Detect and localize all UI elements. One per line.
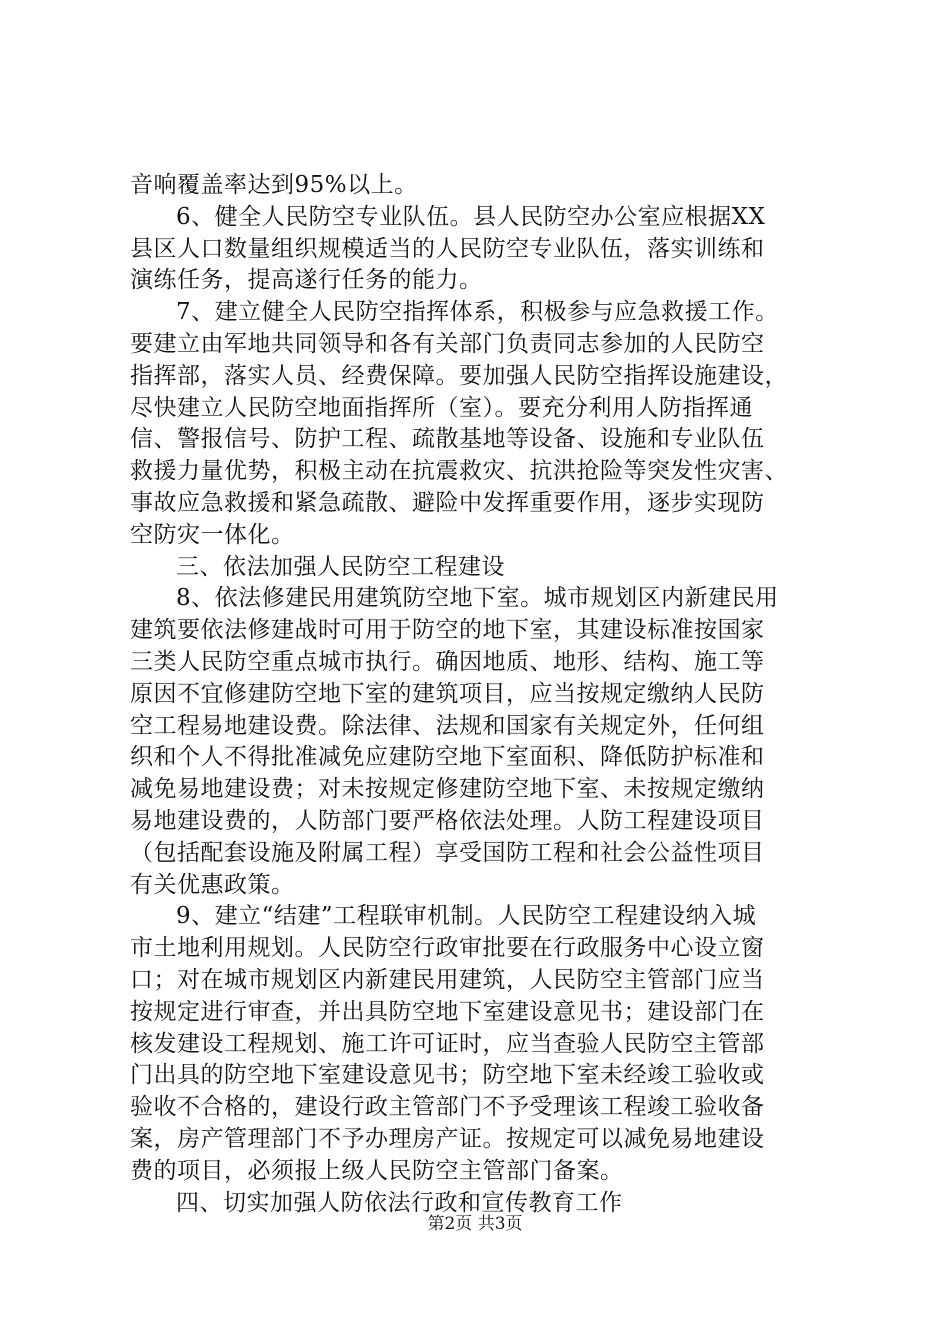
text-line: 6、健全人民防空专业队伍。县人民防空办公室应根据XX <box>176 203 766 230</box>
text-line: 7、建立健全人民防空指挥体系，积极参与应急救援工作。 <box>176 299 779 326</box>
text-line: 验收不合格的，建设行政主管部门不予受理该工程竣工验收备 <box>130 1094 765 1121</box>
text-line: 口；对在城市规划区内新建民用建筑，人民防空主管部门应当 <box>130 966 765 993</box>
text-line: 市土地利用规划。人民防空行政审批要在行政服务中心设立窗 <box>130 935 765 962</box>
text-line: 8、依法修建民用建筑防空地下室。城市规划区内新建民用 <box>176 585 779 612</box>
text-line: 减免易地建设费；对未按规定修建防空地下室、未按规定缴纳 <box>130 776 765 803</box>
text-line: 要建立由军地共同领导和各有关部门负责同志参加的人民防空 <box>130 330 765 357</box>
text-line: 门出具的防空地下室建设意见书；防空地下室未经竣工验收或 <box>130 1062 765 1089</box>
text-line: 费的项目，必须报上级人民防空主管部门备案。 <box>130 1157 624 1184</box>
text-line: 指挥部，落实人员、经费保障。要加强人民防空指挥设施建设， <box>130 362 788 389</box>
document-body <box>130 170 830 1219</box>
text-line: 空工程易地建设费。除法律、法规和国家有关规定外，任何组 <box>130 712 765 739</box>
text-line: 原因不宜修建防空地下室的建筑项目，应当按规定缴纳人民防 <box>130 680 765 707</box>
text-line: 事故应急救援和紧急疏散、避险中发挥重要作用，逐步实现防 <box>130 489 765 516</box>
text-line: 尽快建立人民防空地面指挥所（室）。要充分利用人防指挥通 <box>130 394 753 421</box>
text-line: 易地建设费的，人防部门要严格依法处理。人防工程建设项目 <box>130 807 765 834</box>
text-line: 音响覆盖率达到95%以上。 <box>130 172 418 198</box>
text-line: 建筑要依法修建战时可用于防空的地下室，其建设标准按国家 <box>130 617 765 644</box>
text-line: 信、警报信号、防护工程、疏散基地等设备、设施和专业队伍 <box>130 426 765 453</box>
text-line: 四、切实加强人防依法行政和宣传教育工作 <box>176 1189 623 1216</box>
text-line: 三类人民防空重点城市执行。确因地质、地形、结构、施工等 <box>130 648 765 675</box>
text-line: 有关优惠政策。 <box>130 871 295 898</box>
text-line: 核发建设工程规划、施工许可证时，应当查验人民防空主管部 <box>130 1030 765 1057</box>
text-line: 三、依法加强人民防空工程建设 <box>176 553 505 580</box>
text-line: 织和个人不得批准减免应建防空地下室面积、降低防护标准和 <box>130 744 765 771</box>
text-line: 9、建立“结建”工程联审机制。人民防空工程建设纳入城 <box>176 903 757 930</box>
text-line: 演练任务，提高遂行任务的能力。 <box>130 267 483 294</box>
text-line: 救援力量优势，积极主动在抗震救灾、抗洪抢险等突发性灾害、 <box>130 458 788 485</box>
text-line: 案，房产管理部门不予办理房产证。按规定可以减免易地建设 <box>130 1125 765 1152</box>
text-line: 空防灾一体化。 <box>130 521 295 548</box>
page-footer: 第2页 共3页 <box>427 1214 523 1234</box>
text-line: （包括配套设施及附属工程）享受国防工程和社会公益性项目 <box>130 839 765 866</box>
text-line: 按规定进行审查，并出具防空地下室建设意见书；建设部门在 <box>130 998 765 1025</box>
text-line: 县区人口数量组织规模适当的人民防空专业队伍，落实训练和 <box>130 235 765 262</box>
